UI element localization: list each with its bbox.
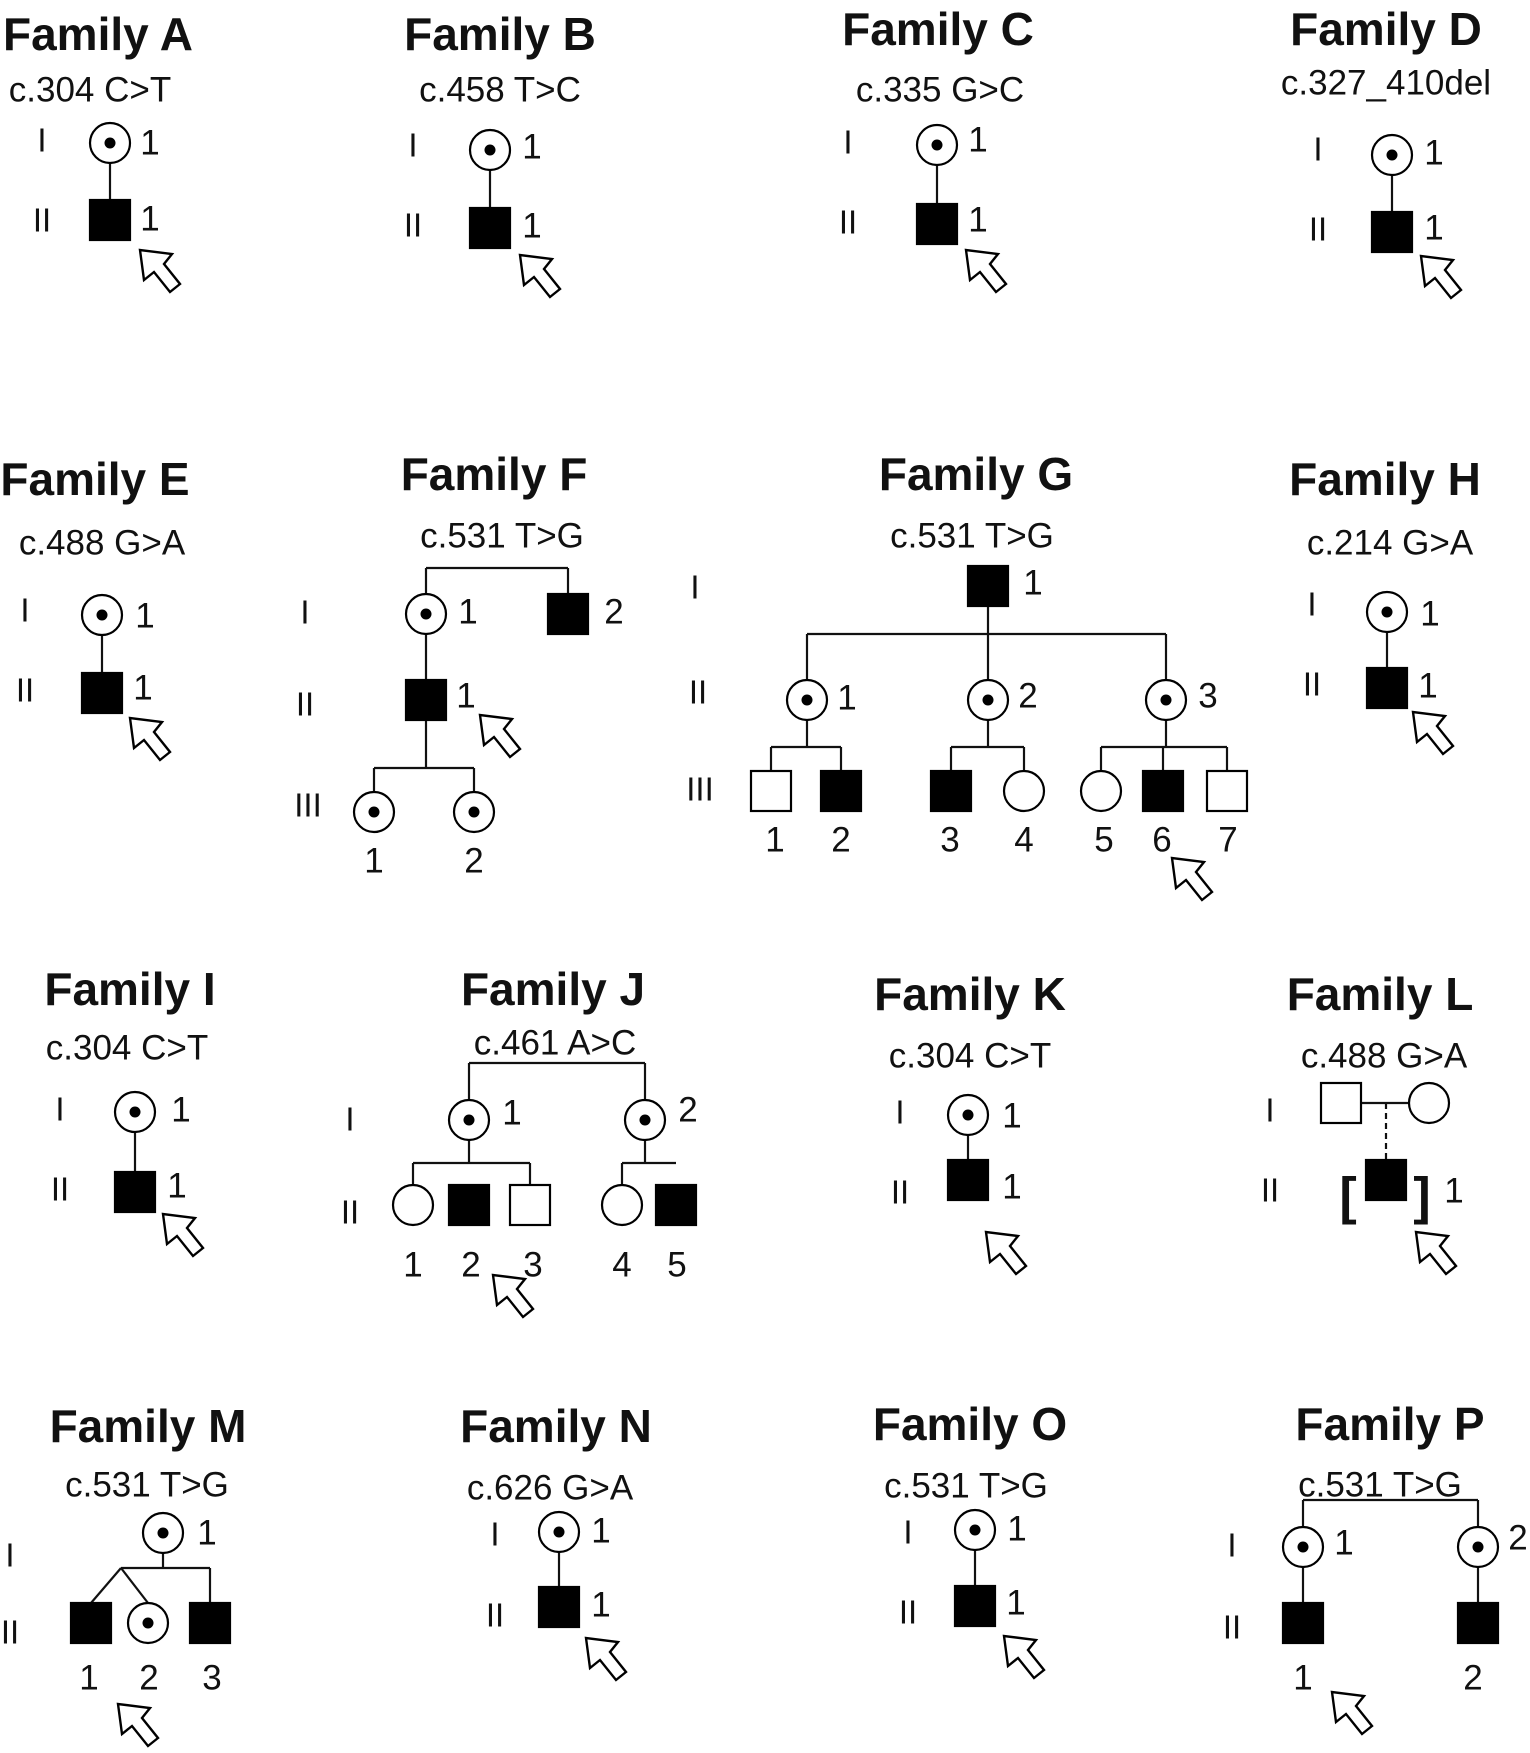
- carrier-dot: [983, 695, 994, 706]
- proband-arrow-icon: [118, 1704, 158, 1746]
- affected-male-symbol: [1366, 1160, 1406, 1200]
- pedigree-family-n: [460, 1400, 652, 1680]
- generation-label: III: [294, 786, 322, 824]
- individual-number: 1: [1424, 208, 1444, 248]
- carrier-dot: [97, 610, 108, 621]
- adoption-bracket-right: ]: [1413, 1167, 1431, 1226]
- pedigree-family-j: [341, 963, 698, 1317]
- carrier-dot: [554, 1527, 565, 1538]
- individual-number: 1: [140, 199, 160, 239]
- pedigree-line: [91, 1568, 121, 1603]
- proband-arrow-icon: [1416, 1232, 1456, 1274]
- generation-label: I: [55, 1090, 65, 1128]
- pedigree-family-o: [873, 1398, 1067, 1678]
- generation-label: I: [690, 568, 700, 606]
- pedigree-family-p: [1223, 1398, 1528, 1734]
- carrier-dot: [1473, 1542, 1484, 1553]
- mutation-label: c.304 C>T: [888, 1036, 1052, 1076]
- individual-number: 1: [403, 1245, 423, 1285]
- individual-number: 5: [667, 1245, 687, 1285]
- individual-number: 1: [171, 1090, 191, 1130]
- generation-label: II: [295, 685, 315, 723]
- mutation-label: c.327_410del: [1280, 63, 1492, 103]
- generation-label: II: [688, 673, 708, 711]
- unaffected-female-symbol: [602, 1185, 642, 1225]
- mutation-label: c.461 A>C: [473, 1023, 637, 1063]
- individual-number: 1: [522, 206, 542, 246]
- pedigree-family-b: [404, 8, 596, 297]
- individual-number: 4: [1014, 820, 1034, 860]
- pedigree-family-h: [1289, 453, 1481, 754]
- proband-arrow-icon: [163, 1214, 203, 1256]
- mutation-label: c.626 G>A: [466, 1468, 634, 1508]
- affected-male-symbol: [955, 1586, 995, 1626]
- family-title: Family M: [49, 1400, 247, 1453]
- pedigree-family-a: [3, 8, 193, 292]
- mutation-label: c.458 T>C: [419, 70, 581, 110]
- generation-label: II: [0, 1613, 20, 1651]
- generation-label: I: [37, 121, 47, 159]
- individual-number: 1: [1334, 1523, 1354, 1563]
- carrier-dot: [130, 1107, 141, 1118]
- affected-male-symbol: [931, 771, 971, 811]
- carrier-dot: [1387, 150, 1398, 161]
- individual-number: 1: [1418, 666, 1438, 706]
- affected-male-symbol: [71, 1603, 111, 1643]
- proband-arrow-icon: [140, 250, 180, 292]
- family-title: Family H: [1289, 453, 1481, 506]
- carrier-dot: [1161, 695, 1172, 706]
- family-title: Family P: [1295, 1398, 1485, 1451]
- individual-number: 3: [1198, 676, 1218, 716]
- generation-label: I: [408, 126, 418, 164]
- individual-number: 1: [765, 820, 785, 860]
- individual-number: 1: [79, 1658, 99, 1698]
- generation-label: II: [890, 1173, 910, 1211]
- proband-arrow-icon: [130, 718, 170, 760]
- unaffected-female-symbol: [393, 1185, 433, 1225]
- affected-male-symbol: [548, 594, 588, 634]
- family-title: Family N: [460, 1400, 652, 1453]
- affected-male-symbol: [1458, 1603, 1498, 1643]
- generation-label: I: [895, 1093, 905, 1131]
- individual-number: 1: [133, 668, 153, 708]
- individual-number: 7: [1218, 820, 1238, 860]
- affected-male-symbol: [406, 680, 446, 720]
- individual-number: 2: [139, 1658, 159, 1698]
- generation-label: I: [1307, 585, 1317, 623]
- family-title: Family B: [404, 8, 596, 61]
- proband-arrow-icon: [1413, 712, 1453, 754]
- affected-male-symbol: [470, 208, 510, 248]
- affected-male-symbol: [449, 1185, 489, 1225]
- carrier-dot: [963, 1110, 974, 1121]
- individual-number: 1: [364, 841, 384, 881]
- mutation-label: c.531 T>G: [65, 1465, 229, 1505]
- individual-number: 1: [1006, 1583, 1026, 1623]
- individual-number: 2: [604, 592, 624, 632]
- individual-number: 2: [1508, 1518, 1528, 1558]
- carrier-dot: [143, 1618, 154, 1629]
- generation-label: II: [485, 1596, 505, 1634]
- unaffected-female-symbol: [1081, 771, 1121, 811]
- proband-arrow-icon: [520, 255, 560, 297]
- individual-number: 1: [502, 1093, 522, 1133]
- individual-number: 5: [1094, 820, 1114, 860]
- pedigree-family-g: [686, 448, 1247, 900]
- pedigree-family-m: [1, 1400, 247, 1746]
- individual-number: 4: [612, 1245, 632, 1285]
- family-title: Family D: [1290, 3, 1482, 56]
- individual-number: 2: [461, 1245, 481, 1285]
- generation-label: II: [1260, 1171, 1280, 1209]
- individual-number: 1: [1007, 1509, 1027, 1549]
- generation-label: II: [1302, 665, 1322, 703]
- proband-arrow-icon: [480, 715, 520, 757]
- individual-number: 1: [591, 1511, 611, 1551]
- affected-male-symbol: [1367, 668, 1407, 708]
- generation-label: II: [340, 1193, 360, 1231]
- individual-number: 2: [1018, 676, 1038, 716]
- generation-label: I: [903, 1513, 913, 1551]
- affected-male-symbol: [90, 200, 130, 240]
- carrier-dot: [421, 609, 432, 620]
- generation-label: II: [838, 203, 858, 241]
- pedigree-family-c: [839, 3, 1034, 292]
- individual-number: 3: [940, 820, 960, 860]
- family-title: Family L: [1286, 968, 1474, 1021]
- unaffected-female-symbol: [1409, 1083, 1449, 1123]
- affected-male-symbol: [1143, 771, 1183, 811]
- proband-arrow-icon: [986, 1232, 1026, 1274]
- generation-label: I: [300, 593, 310, 631]
- pedigree-family-k: [874, 968, 1066, 1274]
- affected-male-symbol: [821, 771, 861, 811]
- proband-arrow-icon: [966, 250, 1006, 292]
- proband-arrow-icon: [1004, 1636, 1044, 1678]
- generation-label: I: [345, 1100, 355, 1138]
- family-title: Family C: [842, 3, 1034, 56]
- pedigree-family-e: [0, 453, 189, 760]
- pedigree-family-l: [1261, 968, 1473, 1274]
- individual-number: 1: [522, 127, 542, 167]
- carrier-dot: [158, 1528, 169, 1539]
- individual-number: 3: [202, 1658, 222, 1698]
- affected-male-symbol: [1283, 1603, 1323, 1643]
- unaffected-female-symbol: [1004, 771, 1044, 811]
- unaffected-male-symbol: [510, 1185, 550, 1225]
- generation-label: II: [403, 206, 423, 244]
- individual-number: 1: [197, 1513, 217, 1553]
- generation-label: II: [1308, 210, 1328, 248]
- family-title: Family J: [460, 963, 646, 1016]
- generation-label: I: [1313, 130, 1323, 168]
- affected-male-symbol: [948, 1160, 988, 1200]
- generation-label: I: [1265, 1091, 1275, 1129]
- family-title: Family A: [2, 8, 194, 61]
- affected-male-symbol: [968, 566, 1008, 606]
- individual-number: 1: [1444, 1171, 1464, 1211]
- generation-label: I: [843, 123, 853, 161]
- individual-number: 1: [167, 1166, 187, 1206]
- individual-number: 1: [1293, 1658, 1313, 1698]
- carrier-dot: [802, 695, 813, 706]
- individual-number: 1: [135, 596, 155, 636]
- generation-label: I: [20, 591, 30, 629]
- carrier-dot: [485, 145, 496, 156]
- mutation-label: c.531 T>G: [1298, 1465, 1462, 1505]
- mutation-label: c.304 C>T: [45, 1028, 209, 1068]
- individual-number: 1: [456, 676, 476, 716]
- adoption-bracket-left: [: [1339, 1167, 1357, 1226]
- proband-arrow-icon: [1421, 256, 1461, 298]
- affected-male-symbol: [82, 673, 122, 713]
- family-title: Family F: [400, 448, 588, 501]
- individual-number: 1: [968, 200, 988, 240]
- affected-male-symbol: [115, 1172, 155, 1212]
- individual-number: 1: [1420, 594, 1440, 634]
- pedigree-line: [121, 1568, 148, 1603]
- proband-arrow-icon: [1172, 858, 1212, 900]
- generation-label: II: [50, 1170, 70, 1208]
- individual-number: 1: [968, 120, 988, 160]
- affected-male-symbol: [190, 1603, 230, 1643]
- family-title: Family E: [0, 453, 190, 506]
- mutation-label: c.531 T>G: [884, 1466, 1048, 1506]
- carrier-dot: [369, 807, 380, 818]
- generation-label: I: [1227, 1526, 1237, 1564]
- individual-number: 1: [1002, 1096, 1022, 1136]
- individual-number: 1: [1002, 1167, 1022, 1207]
- individual-number: 1: [458, 592, 478, 632]
- mutation-label: c.488 G>A: [1300, 1036, 1468, 1076]
- affected-male-symbol: [917, 204, 957, 244]
- mutation-label: c.214 G>A: [1306, 523, 1474, 563]
- carrier-dot: [1298, 1542, 1309, 1553]
- individual-number: 6: [1152, 820, 1172, 860]
- individual-number: 1: [140, 123, 160, 163]
- individual-number: 1: [1424, 133, 1444, 173]
- generation-label: II: [1222, 1608, 1242, 1646]
- family-title: Family K: [874, 968, 1066, 1021]
- affected-male-symbol: [656, 1185, 696, 1225]
- individual-number: 1: [1023, 563, 1043, 603]
- unaffected-male-symbol: [1207, 771, 1247, 811]
- generation-label: I: [5, 1536, 15, 1574]
- generation-label: II: [32, 201, 52, 239]
- individual-number: 2: [678, 1090, 698, 1130]
- family-title: Family I: [44, 963, 216, 1016]
- generation-label: II: [15, 671, 35, 709]
- carrier-dot: [640, 1115, 651, 1126]
- pedigree-family-d: [1281, 3, 1491, 298]
- proband-arrow-icon: [1332, 1692, 1372, 1734]
- carrier-dot: [932, 140, 943, 151]
- generation-label: II: [898, 1593, 918, 1631]
- affected-male-symbol: [1372, 212, 1412, 252]
- mutation-label: c.531 T>G: [890, 516, 1054, 556]
- carrier-dot: [464, 1115, 475, 1126]
- individual-number: 3: [523, 1245, 543, 1285]
- affected-male-symbol: [539, 1587, 579, 1627]
- generation-label: I: [490, 1515, 500, 1553]
- mutation-label: c.488 G>A: [18, 523, 186, 563]
- mutation-label: c.335 G>C: [855, 70, 1025, 110]
- mutation-label: c.304 C>T: [8, 70, 172, 110]
- carrier-dot: [1382, 607, 1393, 618]
- individual-number: 2: [831, 820, 851, 860]
- individual-number: 2: [464, 841, 484, 881]
- pedigree-family-f: [294, 448, 623, 880]
- generation-label: III: [686, 770, 714, 808]
- individual-number: 1: [837, 678, 857, 718]
- unaffected-male-symbol: [751, 771, 791, 811]
- family-title: Family G: [878, 448, 1074, 501]
- proband-arrow-icon: [586, 1638, 626, 1680]
- individual-number: 2: [1463, 1658, 1483, 1698]
- carrier-dot: [469, 807, 480, 818]
- family-title: Family O: [872, 1398, 1068, 1451]
- pedigree-family-i: [44, 963, 215, 1256]
- mutation-label: c.531 T>G: [420, 516, 584, 556]
- individual-number: 1: [591, 1585, 611, 1625]
- carrier-dot: [970, 1525, 981, 1536]
- unaffected-male-symbol: [1321, 1083, 1361, 1123]
- carrier-dot: [105, 138, 116, 149]
